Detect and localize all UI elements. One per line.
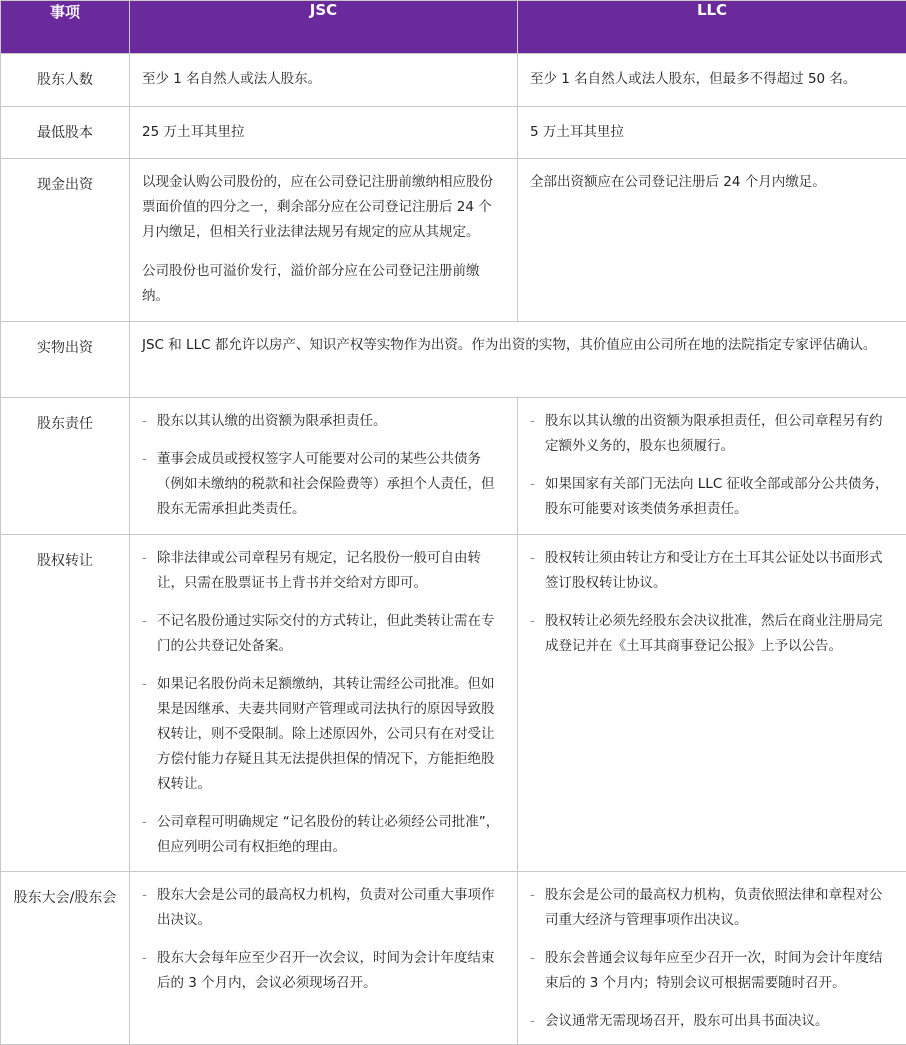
row-in-kind (1, 322, 906, 398)
dash-bullet: - (142, 883, 147, 908)
dash-bullet: - (142, 609, 147, 634)
jsc-cell (130, 535, 518, 872)
dash-bullet: - (142, 672, 147, 697)
jsc-cell (130, 872, 518, 1045)
row-cash (1, 159, 906, 322)
list-item: - 股权转让必须先经股东会决议批准，然后在商业注册局完成登记并在《土耳其商事登记公报》上予以公告。 (530, 609, 892, 659)
header-row (1, 1, 906, 54)
llc-cell (518, 535, 906, 872)
list-item: - 不记名股份通过实际交付的方式转让，但此类转让需在专门的公共登记处备案。 (142, 609, 503, 659)
dash-bullet: - (530, 883, 535, 908)
row-transfer (1, 535, 906, 872)
list-item: - 会议通常无需现场召开，股东可出具书面决议。 (530, 1009, 892, 1034)
list-item: - 如果记名股份尚未足额缴纳，其转让需经公司批准。但如果是因继承、夫妻共同财产管理或司法执行的原因导致股权转让，则不受限制。除上述原因外，公司只有在对受让方偿付能力存疑且其无法提供担保的情况下，方能拒绝股权转让。 (142, 672, 503, 797)
llc-cell (518, 872, 906, 1045)
list-item: - 股东大会每年应至少召开一次会议，时间为会计年度结束后的 3 个月内，会议必须现场召开。 (142, 946, 503, 996)
row-label: 实物出资 (1, 322, 130, 398)
llc-cell: 全部出资额应在公司登记注册后 24 个月内缴足。 (518, 159, 906, 322)
dash-bullet: - (142, 810, 147, 835)
paragraph: 公司股份也可溢价发行，溢价部分应在公司登记注册前缴纳。 (142, 259, 503, 309)
dash-bullet: - (142, 409, 147, 434)
row-label: 现金出资 (1, 159, 130, 322)
dash-bullet: - (142, 447, 147, 472)
header-llc: LLC (518, 1, 906, 54)
list-item: - 如果国家有关部门无法向 LLC 征收全部或部分公共债务，股东可能要对该类债务承担责任。 (530, 472, 892, 522)
dash-bullet: - (142, 946, 147, 971)
list-item: - 股东会是公司的最高权力机构，负责依照法律和章程对公司重大经济与管理事项作出决议。 (530, 883, 892, 933)
row-label: 股东人数 (1, 54, 130, 107)
list-item: - 除非法律或公司章程另有规定，记名股份一般可自由转让，只需在股票证书上背书并交给对方即可。 (142, 546, 503, 596)
jsc-cell (130, 398, 518, 535)
header-jsc: JSC (130, 1, 518, 54)
bullet-list (142, 546, 503, 860)
llc-cell (518, 398, 906, 535)
dash-bullet: - (142, 546, 147, 571)
jsc-cell: 25 万土耳其里拉 (130, 107, 518, 159)
list-item: - 公司章程可明确规定 “记名股份的转让必须经公司批准”，但应列明公司有权拒绝的理由。 (142, 810, 503, 860)
bullet-list (530, 546, 892, 659)
row-label: 股东责任 (1, 398, 130, 535)
dash-bullet: - (530, 1009, 535, 1034)
bullet-list (142, 883, 503, 996)
jsc-cell: 至少 1 名自然人或法人股东。 (130, 54, 518, 107)
list-item: - 股权转让须由转让方和受让方在土耳其公证处以书面形式签订股权转让协议。 (530, 546, 892, 596)
row-liability (1, 398, 906, 535)
jsc-cell (130, 159, 518, 322)
merged-cell: JSC 和 LLC 都允许以房产、知识产权等实物作为出资。作为出资的实物，其价值应由公司所在地的法院指定专家评估确认。 (130, 322, 906, 398)
dash-bullet: - (530, 946, 535, 971)
dash-bullet: - (530, 609, 535, 634)
row-label: 股东大会/股东会 (1, 872, 130, 1045)
list-item: - 股东大会是公司的最高权力机构，负责对公司重大事项作出决议。 (142, 883, 503, 933)
bullet-list (530, 409, 892, 522)
bullet-list (142, 409, 503, 522)
row-label: 股权转让 (1, 535, 130, 872)
bullet-list (530, 883, 892, 1034)
row-min-capital (1, 107, 906, 159)
list-item: - 董事会成员或授权签字人可能要对公司的某些公共债务（例如未缴纳的税款和社会保险费等）承担个人责任，但股东无需承担此类责任。 (142, 447, 503, 522)
llc-cell: 至少 1 名自然人或法人股东，但最多不得超过 50 名。 (518, 54, 906, 107)
dash-bullet: - (530, 472, 535, 497)
list-item: - 股东以其认缴的出资额为限承担责任。 (142, 409, 503, 434)
dash-bullet: - (530, 546, 535, 571)
header-item: 事项 (1, 1, 130, 54)
row-label: 最低股本 (1, 107, 130, 159)
llc-cell: 5 万土耳其里拉 (518, 107, 906, 159)
row-meeting (1, 872, 906, 1045)
list-item: - 股东会普通会议每年应至少召开一次，时间为会计年度结束后的 3 个月内；特别会议可根据需要随时召开。 (530, 946, 892, 996)
paragraph: 以现金认购公司股份的，应在公司登记注册前缴纳相应股份票面价值的四分之一，剩余部分应在公司登记注册后 24 个月内缴足，但相关行业法律法规另有规定的应从其规定。 (142, 170, 503, 245)
row-shareholders (1, 54, 906, 107)
list-item: - 股东以其认缴的出资额为限承担责任，但公司章程另有约定额外义务的，股东也须履行。 (530, 409, 892, 459)
dash-bullet: - (530, 409, 535, 434)
